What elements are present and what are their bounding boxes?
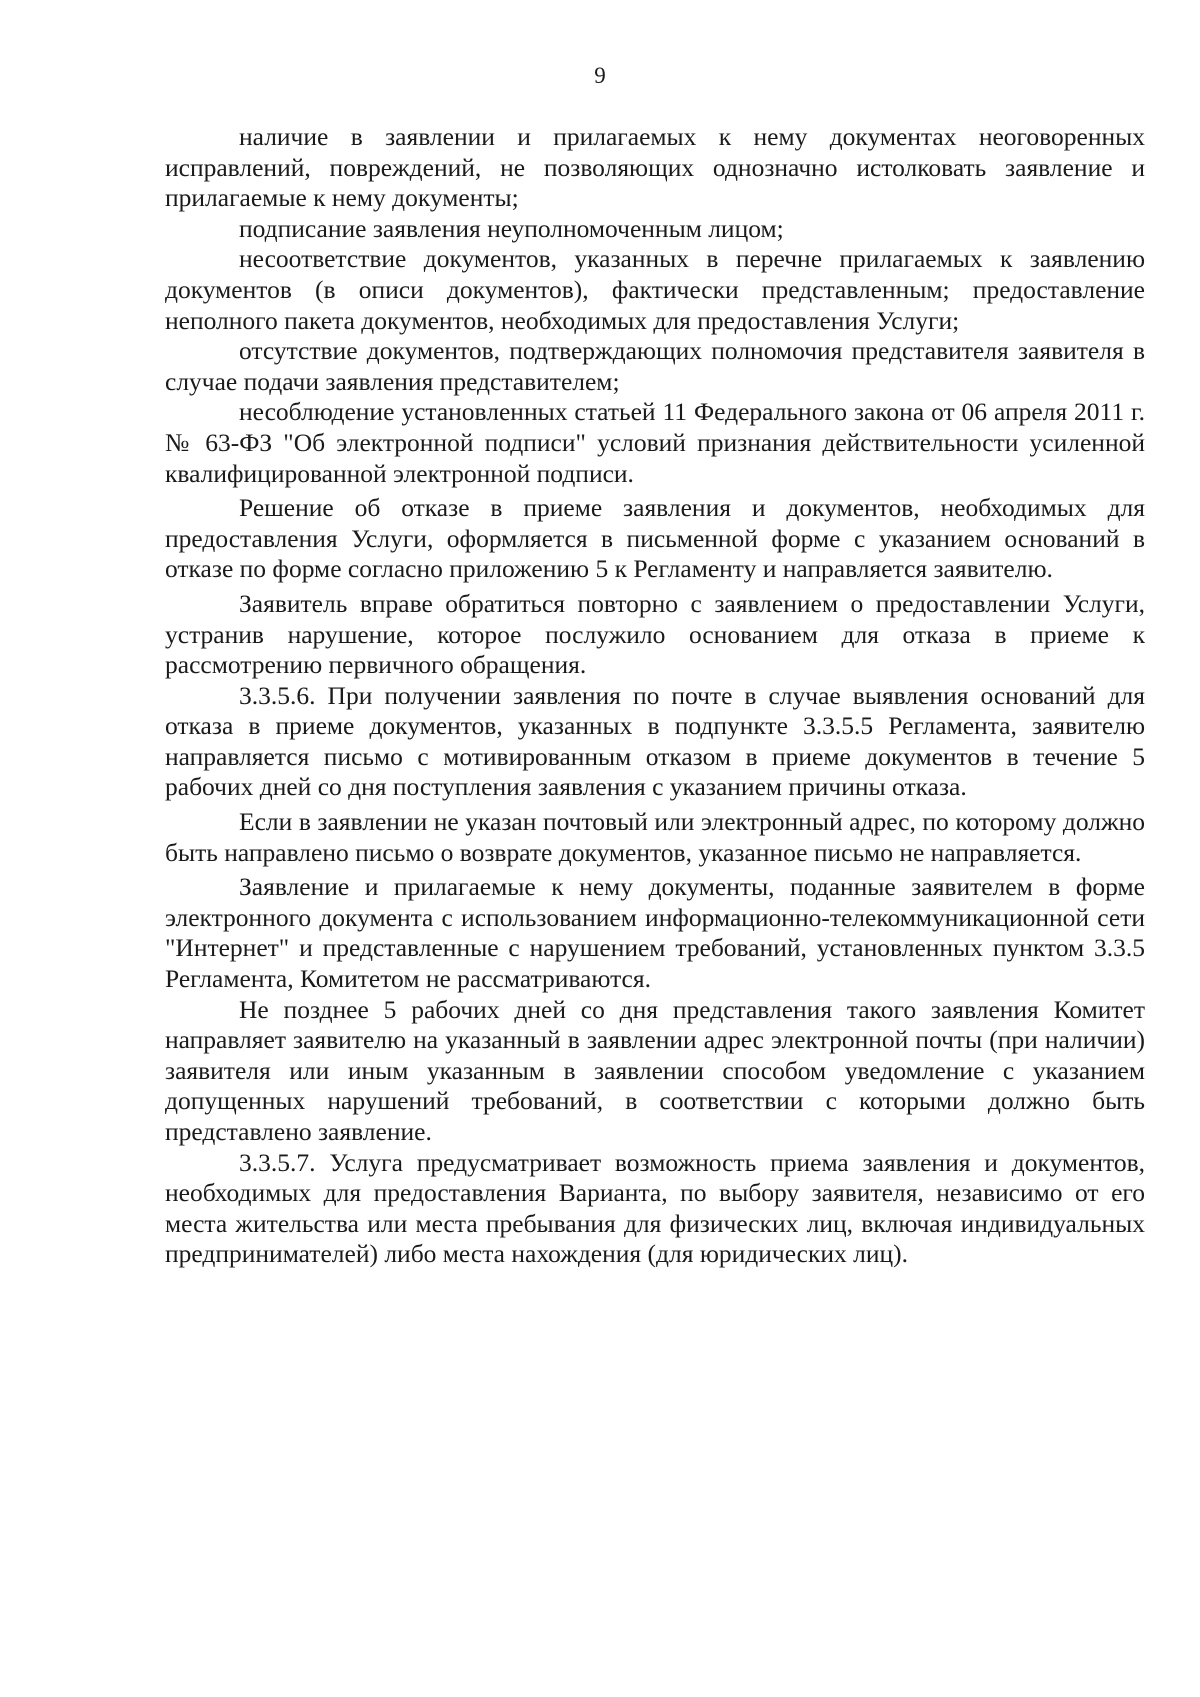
- paragraph-unspecified-corrections: наличие в заявлении и прилагаемых к нему документах неоговоренных исправлений, повреждений, не позволяющих однозначно истолковать заявление и прилагаемые к нему документы;: [165, 122, 1145, 213]
- paragraph-no-address: Если в заявлении не указан почтовый или электронный адрес, по которому должно быть направлено письмо о возврате документов, указанное письмо не направляется.: [165, 807, 1145, 867]
- page-number: 9: [594, 63, 606, 88]
- paragraph-missing-authority-documents: отсутствие документов, подтверждающих полномочия представителя заявителя в случае подачи заявления представителем;: [165, 336, 1145, 396]
- paragraph-unauthorized-signature: подписание заявления неуполномоченным лицом;: [239, 213, 784, 243]
- paragraph-electronic-application: Заявление и прилагаемые к нему документы, поданные заявителем в форме электронного документа с использованием информационно-телекоммуникационной сети "Интернет" и представленные с нарушением требований, установленных пунктом 3.3.5 Регламента, Комитетом не рассматриваются.: [165, 872, 1145, 994]
- paragraph-3-3-5-7: 3.3.5.7. Услуга предусматривает возможность приема заявления и документов, необходимых для предоставления Варианта, по выбору заявителя, независимо от его места жительства или места пребывания для физических лиц, включая индивидуальных предпринимателей) либо места нахождения (для юридических лиц).: [165, 1147, 1145, 1269]
- paragraph-3-3-5-6: 3.3.5.6. При получении заявления по почте в случае выявления оснований для отказа в приеме документов, указанных в подпункте 3.3.5.5 Регламента, заявителю направляется письмо с мотивированным отказом в приеме документов в течение 5 рабочих дней со дня поступления заявления с указанием причины отказа.: [165, 680, 1145, 802]
- paragraph-refusal-decision: Решение об отказе в приеме заявления и документов, необходимых для предоставления Услуги, оформляется в письменной форме с указанием оснований в отказе по форме согласно приложению 5 к Регламенту и направляется заявителю.: [165, 493, 1145, 584]
- paragraph-notification: Не позднее 5 рабочих дней со дня представления такого заявления Комитет направляет заявителю на указанный в заявлении адрес электронной почты (при наличии) заявителя или иным указанным в заявлении способом уведомление с указанием допущенных нарушений требований, в соответствии с которыми должно быть представлено заявление.: [165, 994, 1145, 1146]
- paragraph-repeat-application: Заявитель вправе обратиться повторно с заявлением о предоставлении Услуги, устранив нарушение, которое послужило основанием для отказа в приеме к рассмотрению первичного обращения.: [165, 588, 1145, 680]
- document-body: [165, 122, 1145, 1270]
- paragraph-documents-mismatch: несоответствие документов, указанных в перечне прилагаемых к заявлению документов (в описи документов), фактически представленным; предоставление неполного пакета документов, необходимых для предоставления Услуги;: [165, 244, 1145, 335]
- paragraph-electronic-signature: несоблюдение установленных статьей 11 Федерального закона от 06 апреля 2011 г. № 63-ФЗ "Об электронной подписи" условий признания действительности усиленной квалифицированной электронной подписи.: [165, 397, 1145, 488]
